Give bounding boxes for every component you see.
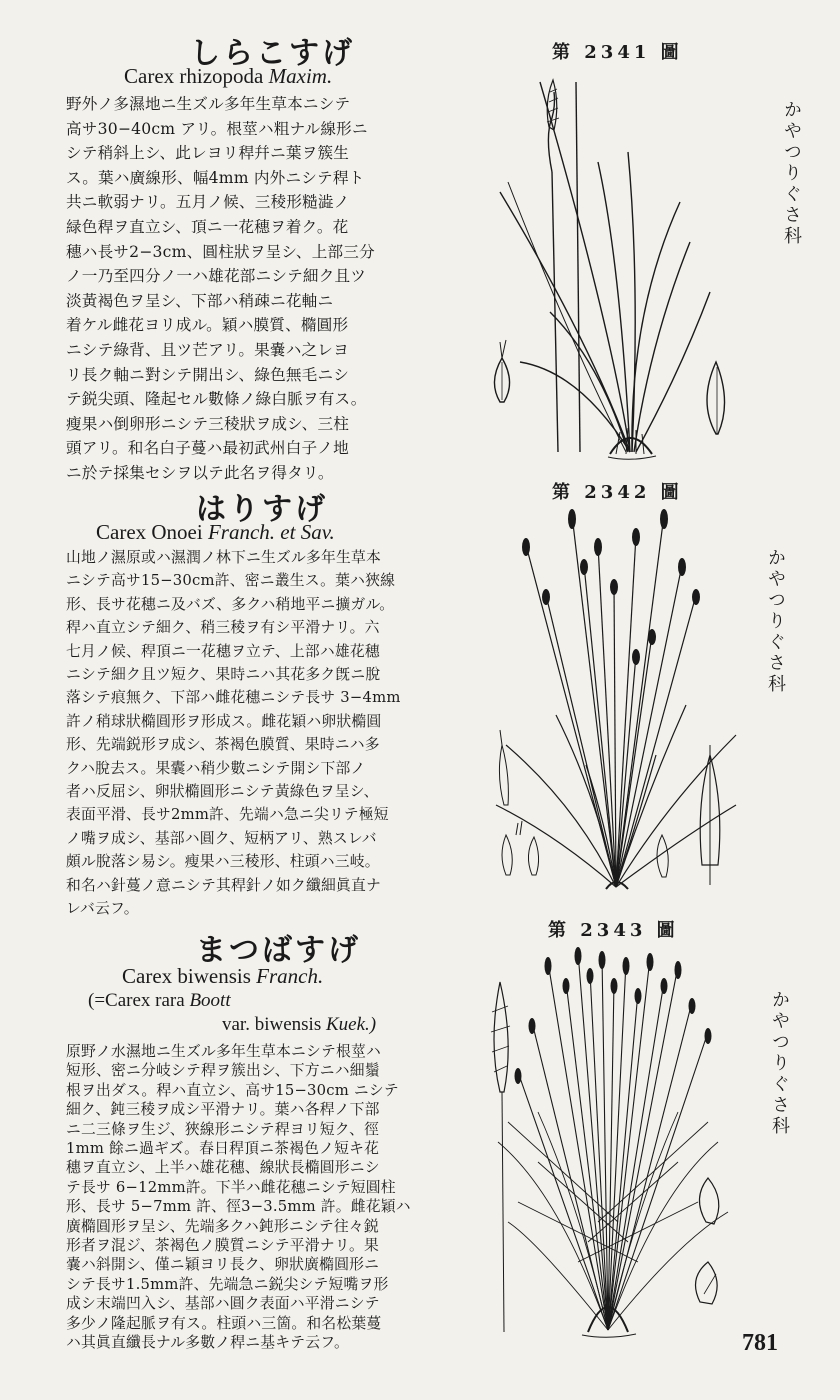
text-line: 1mm 餘ニ過ギズ。春日稈頂ニ茶褐色ノ短キ花 <box>66 1140 380 1158</box>
text-line: 山地ノ濕原或ハ濕潤ノ林下ニ生ズル多年生草本 <box>66 549 381 566</box>
synonym-variety-author: Kuek.) <box>325 1014 377 1035</box>
plant-illustration <box>486 505 746 895</box>
text-line: 廣橢圓形ヲ呈シ、先端多クハ鈍形ニシテ往々鋭 <box>66 1217 379 1235</box>
scientific-genus-species: Carex rhizopoda <box>124 64 264 88</box>
text-line: クハ脫去ス。果囊ハ稍少數ニシテ開シ下部ノ <box>66 759 366 777</box>
text-line: 形者ヲ混ジ、茶褐色ノ膜質ニシテ平滑ナリ。果 <box>66 1237 380 1255</box>
figure-label: 第 2343 圖 <box>548 920 679 941</box>
scientific-name <box>122 964 323 989</box>
text-line: 落シテ痕無ク、下部ハ雌花穗ニシテ長サ 3−4mm <box>66 689 401 707</box>
text-line: ニシテ高サ15−30cm許、密ニ叢生ス。葉ハ狹線 <box>66 572 396 590</box>
text-line: 嚢ハ斜開シ、僅ニ穎ヨリ長ク、卵狀廣橢圓形ニ <box>66 1256 380 1274</box>
text-line: 穗ハ長サ2−3cm、圓柱狀ヲ呈シ、上部三分 <box>66 242 375 261</box>
text-line: 根ヲ出ダス。稈ハ直立シ、高サ15−30cm ニシテ <box>66 1081 399 1099</box>
scientific-author: Maxim. <box>268 64 333 88</box>
plant-illustration <box>478 942 758 1338</box>
page-number: 781 <box>742 1330 778 1356</box>
text-line: 淡黃褐色ヲ呈シ、下部ハ稍疎ニ花軸ニ <box>66 291 334 310</box>
text-line: 瘦果ハ倒卵形ニシテ三稜狀ヲ成シ、三柱 <box>66 414 350 433</box>
text-line: 多少ノ隆起脈ヲ有ス。柱頭ハ三箇。和名松葉蔓 <box>66 1314 382 1332</box>
text-line: 形、長サ花穗ニ及バズ、多クハ稍地平ニ擴ガル。 <box>66 595 395 613</box>
text-line: 許ノ稍球狀橢圓形ヲ形成ス。雌花穎ハ卵狀橢圓 <box>66 712 382 730</box>
text-line: 七月ノ候、稈頂ニ一花穗ヲ立テ、上部ハ雄花穗 <box>66 642 380 660</box>
scientific-author: Franch. <box>256 964 324 988</box>
text-line: ニシテ細ク且ツ短ク、果時ニハ其花多ク旣ニ脫 <box>66 666 381 684</box>
scientific-genus-species: Carex biwensis <box>122 964 251 988</box>
scientific-name <box>124 64 332 89</box>
text-line: 和名ハ針蔓ノ意ニシテ其稈針ノ如ク纖細眞直ナ <box>66 876 381 894</box>
figure-label: 第 2341 圖 <box>552 42 683 63</box>
description <box>66 92 466 486</box>
synonym-variety: var. biwensis <box>222 1014 322 1035</box>
text-line: 短形、密ニ分岐シテ稈ヲ簇出シ、下方ニハ細鬚 <box>66 1062 380 1080</box>
text-line: ニシテ綠背、且ツ芒アリ。果嚢ハ之レヨ <box>66 340 349 359</box>
family-label: かやつりぐさ科 <box>765 548 786 695</box>
text-line: 形、長サ 5−7mm 許、徑3−3.5mm 許。雌花穎ハ <box>66 1198 411 1216</box>
text-line: ノ嘴ヲ成シ、基部ハ圓ク、短柄アリ、熟スレバ <box>66 829 377 847</box>
synonym-line-1 <box>88 990 231 1012</box>
synonym-line-2 <box>222 1014 376 1036</box>
text-line: 着ケル雌花ヨリ成ル。穎ハ膜質、橢圓形 <box>66 316 349 335</box>
text-line: ニ二三條ヲ生ジ、狹線形ニシテ稈ヨリ短ク、徑 <box>66 1120 380 1138</box>
text-line: シテ長サ1.5mm許、先端急ニ鋭尖シテ短嘴ヲ形 <box>66 1275 389 1293</box>
scientific-author: Franch. et Sav. <box>207 520 335 544</box>
text-line: 穗ヲ直立シ、上半ハ雄花穗、線狀長橢圓形ニシ <box>66 1159 380 1177</box>
text-line: ハ其眞直纖長ナル多數ノ稈ニ基キテ云フ。 <box>66 1334 350 1352</box>
synonym-name: (=Carex rara <box>88 990 185 1011</box>
text-line: 者ハ反屈シ、卵狀橢圓形ニシテ黃綠色ヲ呈シ、 <box>66 783 379 801</box>
text-line: 共ニ軟弱ナリ。五月ノ候、三稜形糙澁ノ <box>66 193 350 212</box>
family-label: かやつりぐさ科 <box>781 100 802 247</box>
japanese-name: しらこすげ <box>190 36 355 71</box>
plant-illustration <box>480 62 750 460</box>
text-line: 形、先端鋭形ヲ成シ、茶褐色膜質、果時ニハ多 <box>66 736 380 754</box>
scientific-genus-species: Carex Onoei <box>96 520 203 544</box>
text-line: 表面平滑、長サ2mm許、先端ハ急ニ尖リテ極短 <box>66 806 389 824</box>
text-line: 頭アリ。和名白子蔓ハ最初武州白子ノ地 <box>66 439 349 458</box>
text-line: テ長サ 6−12mm許。下半ハ雌花穗ニシテ短圓柱 <box>66 1178 396 1196</box>
text-line: シテ稍斜上シ、此レヨリ稈幷ニ葉ヲ簇生 <box>66 144 350 163</box>
scientific-name <box>96 520 335 545</box>
text-line: 稈ハ直立シテ細ク、稍三稜ヲ有シ平滑ナリ。六 <box>66 619 380 637</box>
figure-label: 第 2342 圖 <box>552 482 683 503</box>
synonym-author: Boott <box>189 990 231 1011</box>
text-line: 野外ノ多濕地ニ生ズル多年生草本ニシテ <box>66 95 351 113</box>
text-line: 高サ30−40cm アリ。根莖ハ粗ナル線形ニ <box>66 119 368 138</box>
text-line: ノ一乃至四分ノ一ハ雄花部ニシテ細ク且ツ <box>66 267 367 286</box>
japanese-name: はりすげ <box>196 492 328 527</box>
japanese-name: まつばすげ <box>196 933 361 968</box>
family-label: かやつりぐさ科 <box>769 990 790 1137</box>
text-line: 緑色稈ヲ直立シ、頂ニ一花穗ヲ着ク。花 <box>66 217 349 236</box>
text-line: ス。葉ハ廣線形、幅4mm 内外ニシテ稈ト <box>66 168 365 187</box>
text-line: ニ於テ採集セシヲ以テ此名ヲ得タリ。 <box>66 463 334 482</box>
description <box>66 1042 476 1353</box>
text-line: テ鋭尖頭、隆起セル數條ノ綠白脈ヲ有ス。 <box>66 390 367 409</box>
text-line: リ長ク軸ニ對シテ開出シ、綠色無毛ニシ <box>66 365 350 384</box>
text-line: レバ云フ。 <box>66 900 139 918</box>
description <box>66 546 476 921</box>
text-line: 頗ル脫落シ易シ。瘦果ハ三稜形、柱頭ハ三岐。 <box>66 853 380 871</box>
text-line: 原野ノ水濕地ニ生ズル多年生草本ニシテ根莖ハ <box>66 1043 381 1060</box>
text-line: 細ク、鈍三稜ヲ成シ平滑ナリ。葉ハ各稈ノ下部 <box>66 1101 380 1119</box>
text-line: 成シ末端凹入シ、基部ハ圓ク表面ハ平滑ニシテ <box>66 1295 380 1313</box>
